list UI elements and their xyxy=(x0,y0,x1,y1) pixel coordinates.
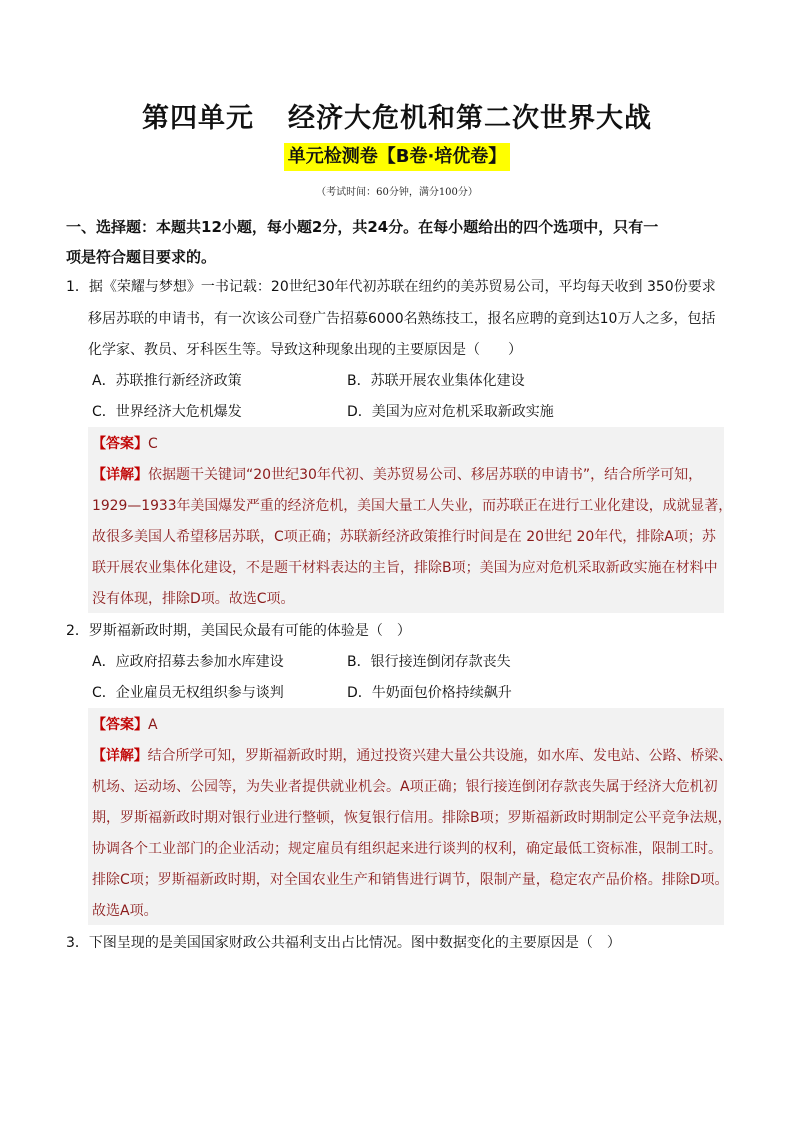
detail-tag: 【详解】 xyxy=(92,467,148,483)
subtitle-wrap xyxy=(0,143,794,171)
question-1-stem-line-2: 移居苏联的申请书，有一次该公司登广告招募6000名熟练技工，报名应聘的竟到达10万人之多，包括 xyxy=(88,311,716,327)
answer-tag: 【答案】 xyxy=(92,436,148,452)
question-2-option-a: A．应政府招募去参加水库建设 xyxy=(92,654,284,670)
answer-value: C xyxy=(148,436,158,452)
question-2-option-c: C．企业雇员无权组织参与谈判 xyxy=(92,685,284,701)
page-title xyxy=(0,96,794,135)
question-1-stem-line-3: 化学家、教员、牙科医生等。导致这种现象出现的主要原因是（ ） xyxy=(88,342,522,358)
question-1-detail-line-2: 1929—1933年美国爆发严重的经济危机，美国大量工人失业，而苏联正在进行工业化建设，成就显著， xyxy=(92,498,733,514)
question-2-detail-line-6: 故选A项。 xyxy=(92,903,158,919)
question-2-detail-line-3: 期，罗斯福新政时期对银行业进行整顿，恢复银行信用。排除B项；罗斯福新政时期制定公平竞争法规， xyxy=(92,810,732,826)
answer-value: A xyxy=(148,717,158,733)
section-heading-line-1: 一、选择题：本题共12小题，每小题2分，共24分。在每小题给出的四个选项中，只有一 xyxy=(66,218,659,236)
question-1-detail-line-4: 联开展农业集体化建设，不是题干材料表达的主旨，排除B项；美国为应对危机采取新政实施在材料中 xyxy=(92,560,718,576)
detail-text: 结合所学可知，罗斯福新政时期，通过投资兴建大量公共设施，如水库、发电站、公路、桥梁、 xyxy=(147,748,733,764)
question-2-detail-line-4: 协调各个工业部门的企业活动；规定雇员有组织起来进行谈判的权利，确定最低工资标准，限制工时。 xyxy=(92,841,722,857)
subtitle-highlight: 单元检测卷【B卷·培优卷】 xyxy=(284,143,511,171)
question-1-detail-line-5: 没有体现，排除D项。故选C项。 xyxy=(92,591,295,607)
question-1-option-d: D．美国为应对危机采取新政实施 xyxy=(347,404,554,420)
question-2-stem-line-1: 2．罗斯福新政时期，美国民众最有可能的体验是（ ） xyxy=(66,623,411,639)
question-1-detail-line-3: 故很多美国人希望移居苏联，C项正确；苏联新经济政策推行时间是在 20世纪 20年代，排除A项；苏 xyxy=(92,529,716,545)
answer-tag: 【答案】 xyxy=(92,717,148,733)
question-1-option-a: A．苏联推行新经济政策 xyxy=(92,373,242,389)
question-1-option-c: C．世界经济大危机爆发 xyxy=(92,404,242,420)
question-2-option-b: B．银行接连倒闭存款丧失 xyxy=(347,654,511,670)
question-2-option-d: D．牛奶面包价格持续飙升 xyxy=(347,685,512,701)
question-1-answer xyxy=(92,434,158,454)
section-heading-line-2: 项是符合题目要求的。 xyxy=(66,248,217,266)
question-1-answer-box xyxy=(88,427,724,613)
question-2-detail-line-1 xyxy=(92,746,732,766)
question-1-option-b: B．苏联开展农业集体化建设 xyxy=(347,373,525,389)
question-2-detail-line-2: 机场、运动场、公园等，为失业者提供就业机会。A项正确；银行接连倒闭存款丧失属于经济大危机初 xyxy=(92,779,718,795)
question-2-answer xyxy=(92,715,158,735)
detail-tag: 【详解】 xyxy=(92,748,148,764)
section-heading xyxy=(66,212,734,272)
exam-info: （考试时间：60分钟，满分100分） xyxy=(316,187,478,198)
question-1-stem-line-1: 1．据《荣耀与梦想》一书记载：20世纪30年代初苏联在纽约的美苏贸易公司，平均每天收到 350份要求 xyxy=(66,279,716,295)
question-2-detail-line-5: 排除C项；罗斯福新政时期，对全国农业生产和销售进行调节，限制产量，稳定农产品价格。排除D项。 xyxy=(92,872,729,888)
title-unit: 第四单元 xyxy=(142,103,254,134)
question-3-stem-line-1: 3．下图呈现的是美国国家财政公共福利支出占比情况。图中数据变化的主要原因是（ ） xyxy=(66,935,621,951)
title-topic: 经济大危机和第二次世界大战 xyxy=(288,103,652,134)
question-1-detail-line-1 xyxy=(92,465,702,485)
detail-text: 依据题干关键词“20世纪30年代初、美苏贸易公司、移居苏联的申请书”，结合所学可知， xyxy=(148,467,703,483)
